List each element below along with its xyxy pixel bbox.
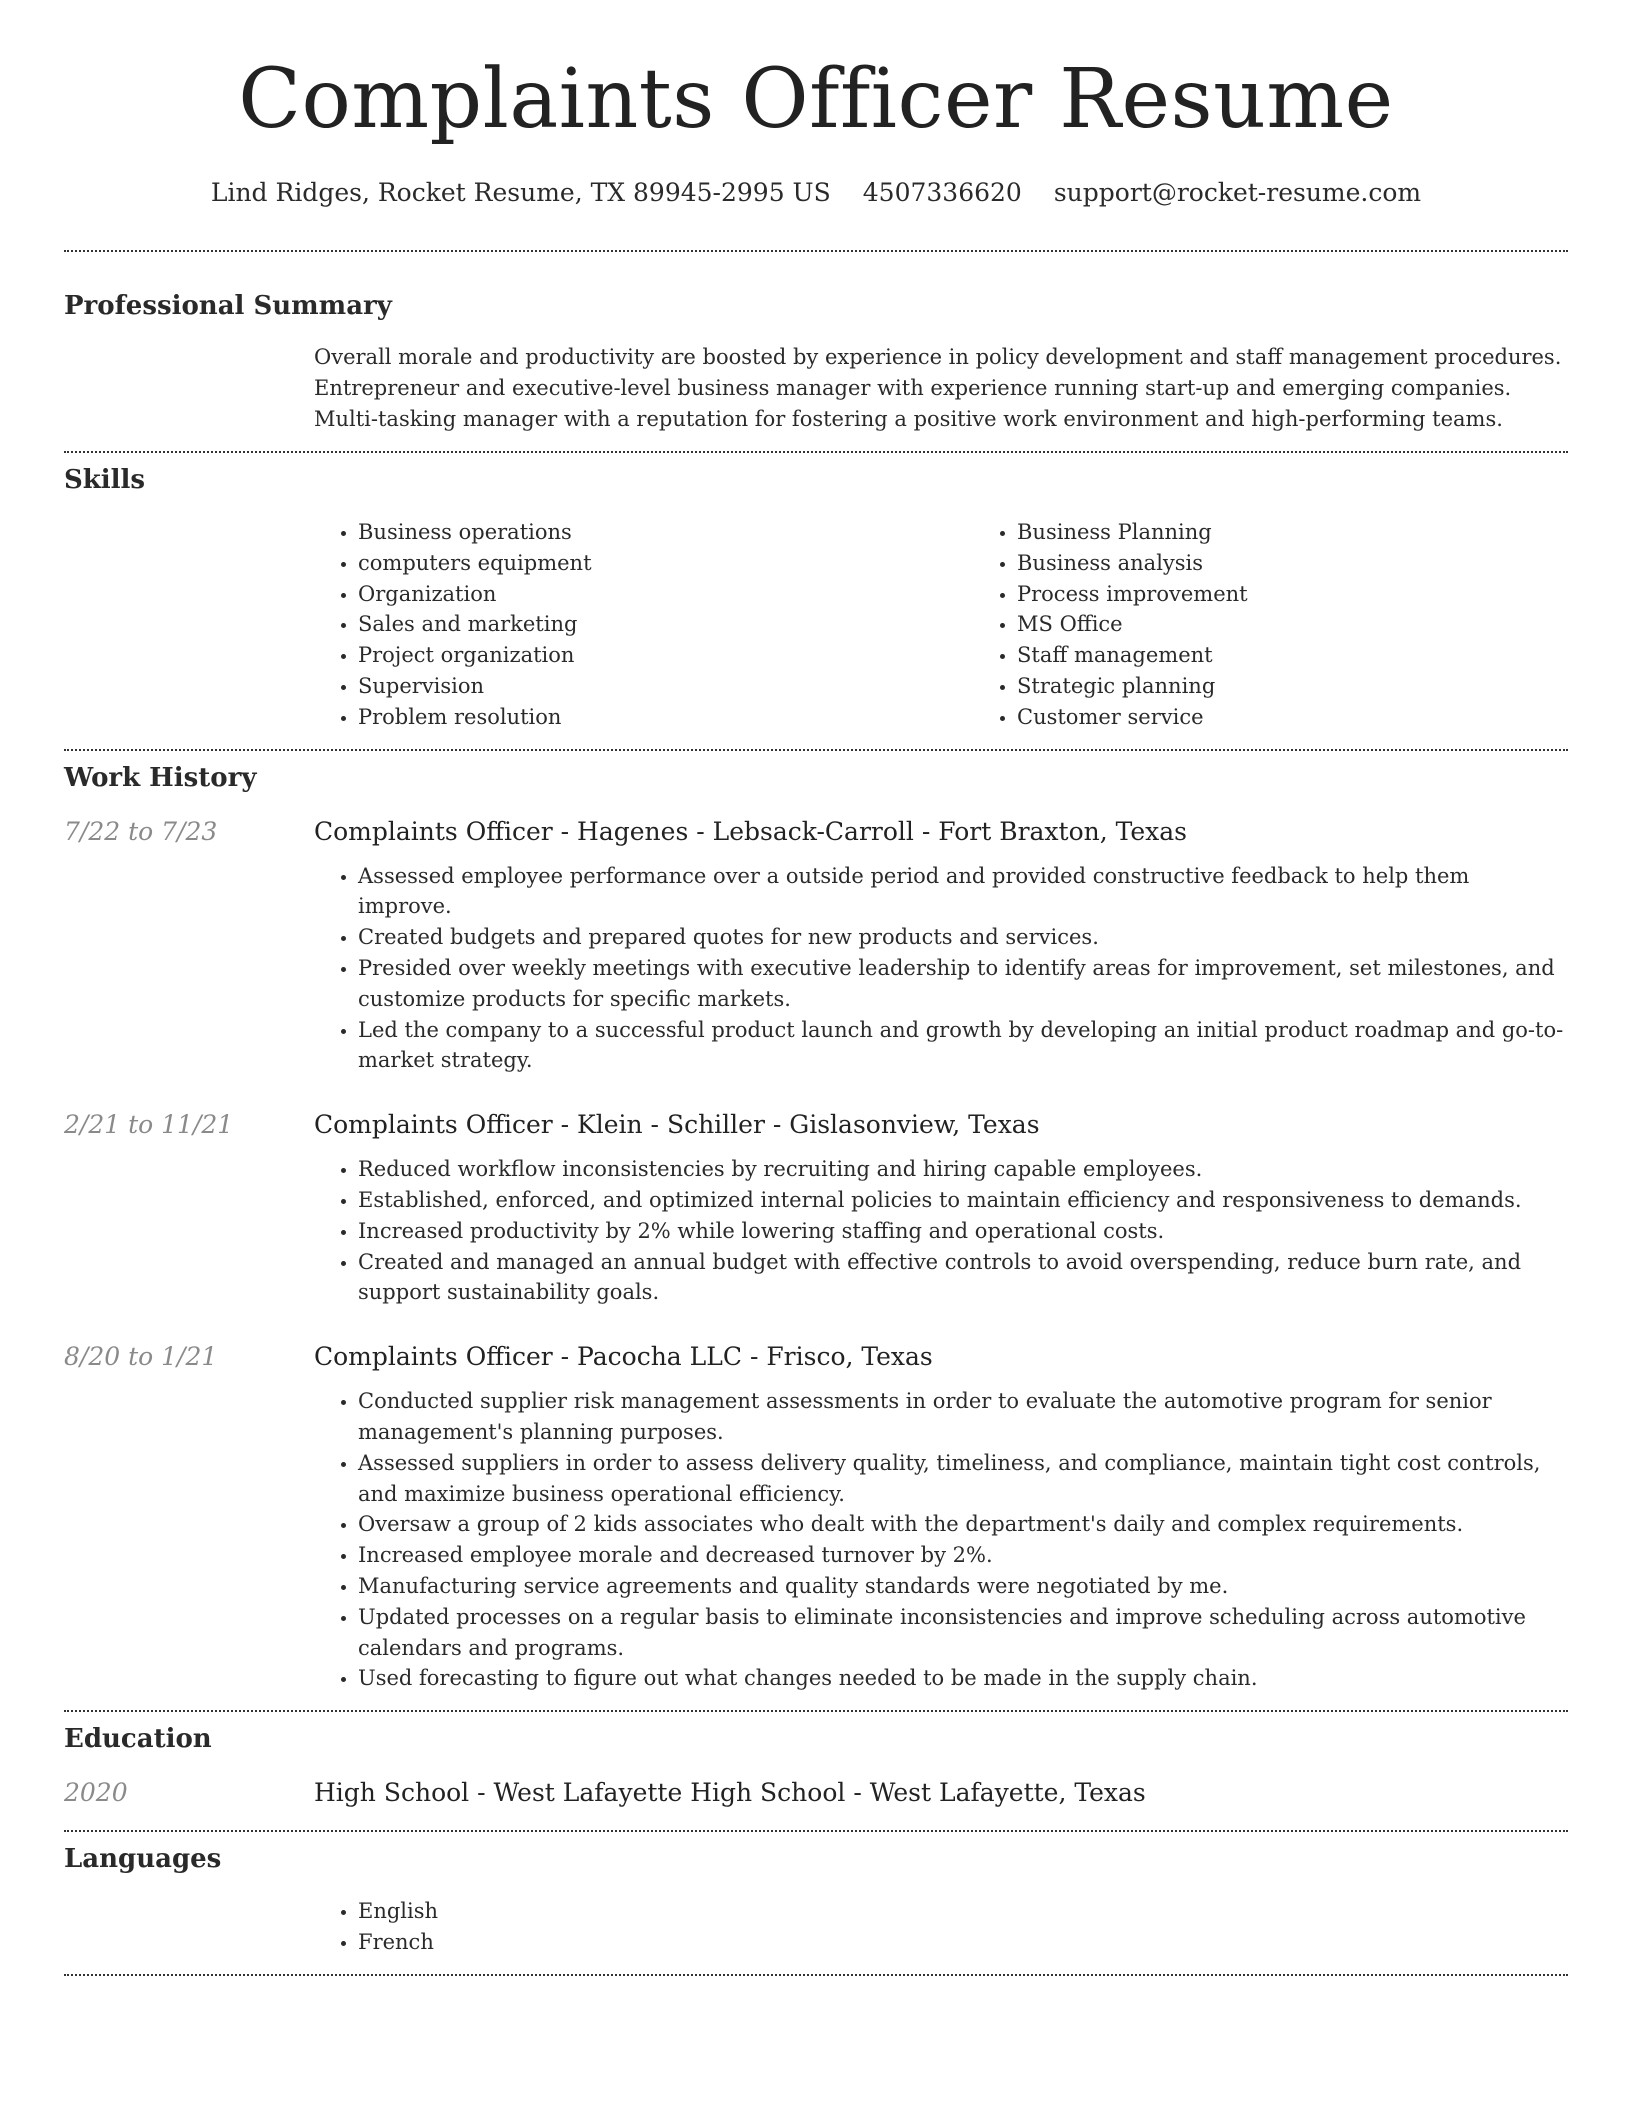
summary-section xyxy=(64,252,1568,435)
skill-item: • Business analysis xyxy=(1017,548,1632,579)
summary-text: Overall morale and productivity are boosted by experience in policy development and staff management procedures. Entrepreneur and executive-level business manager with experience running start-up and emerging companies. Multi-tasking manager with a reputation for fostering a positive work environment and high-performing teams. xyxy=(314,345,1562,431)
education-section xyxy=(64,1712,1568,1810)
work-heading: Work History xyxy=(64,762,257,793)
languages-section xyxy=(64,1832,1568,1958)
job-bullet: • Used forecasting to figure out what changes needed to be made in the supply chain. xyxy=(358,1663,1568,1694)
skill-item: • Organization xyxy=(358,579,973,610)
job-spacer xyxy=(64,1386,314,1694)
education-degree: High School - West Lafayette High School - West Lafayette, Texas xyxy=(314,1778,1146,1808)
job-title: Complaints Officer - Klein - Schiller - Gislasonview, Texas xyxy=(314,1110,1040,1140)
languages-heading: Languages xyxy=(64,1844,222,1875)
job-bullet: • Established, enforced, and optimized internal policies to maintain efficiency and responsiveness to demands. xyxy=(358,1185,1568,1216)
contact-line xyxy=(64,178,1568,208)
job-bullet: • Reduced workflow inconsistencies by recruiting and hiring capable employees. xyxy=(358,1154,1568,1185)
contact-address: Lind Ridges, Rocket Resume, TX 89945-2995 US xyxy=(210,178,831,207)
work-section xyxy=(64,751,1568,1695)
skill-item: • MS Office xyxy=(1017,609,1632,640)
resume-title: Complaints Officer Resume xyxy=(238,52,1394,147)
language-item: • French xyxy=(358,1927,1568,1958)
education-year: 2020 xyxy=(64,1778,128,1808)
skill-item: • Project organization xyxy=(358,640,973,671)
skill-item: • Business operations xyxy=(358,517,973,548)
job-bullet: • Assessed suppliers in order to assess delivery quality, timeliness, and compliance, maintain tight cost controls, and maximize business operational efficiency. xyxy=(358,1448,1568,1510)
skill-item: • computers equipment xyxy=(358,548,973,579)
skills-list-right xyxy=(973,517,1632,733)
language-item: • English xyxy=(358,1896,1568,1927)
job-bullets xyxy=(314,861,1568,1077)
skill-item: • Strategic planning xyxy=(1017,671,1632,702)
job-dates: 2/21 to 11/21 xyxy=(64,1110,234,1140)
job-bullets xyxy=(314,1154,1568,1308)
education-heading: Education xyxy=(64,1724,212,1755)
job-entry xyxy=(64,1340,1568,1694)
job-bullet: • Updated processes on a regular basis to eliminate inconsistencies and improve scheduling across automotive calendars and programs. xyxy=(358,1602,1568,1664)
languages-divider xyxy=(64,1974,1568,1976)
contact-email: support@rocket-resume.com xyxy=(1053,178,1422,207)
job-title: Complaints Officer - Hagenes - Lebsack-Carroll - Fort Braxton, Texas xyxy=(314,816,1187,846)
job-bullet: • Led the company to a successful product launch and growth by developing an initial product roadmap and go-to-market strategy. xyxy=(358,1015,1568,1077)
job-bullet: • Increased employee morale and decreased turnover by 2%. xyxy=(358,1540,1568,1571)
skill-item: • Process improvement xyxy=(1017,579,1632,610)
job-title: Complaints Officer - Pacocha LLC - Frisco, Texas xyxy=(314,1342,933,1372)
job-bullet: • Manufacturing service agreements and quality standards were negotiated by me. xyxy=(358,1571,1568,1602)
skill-item: • Business Planning xyxy=(1017,517,1632,548)
job-bullet: • Created budgets and prepared quotes for new products and services. xyxy=(358,922,1568,953)
job-bullet: • Assessed employee performance over a outside period and provided constructive feedback to help them improve. xyxy=(358,861,1568,923)
skills-spacer xyxy=(64,517,314,733)
job-entry xyxy=(64,815,1568,1077)
skills-list-left xyxy=(314,517,973,733)
job-dates: 7/22 to 7/23 xyxy=(64,816,218,846)
job-bullet: • Conducted supplier risk management assessments in order to evaluate the automotive program for senior management's planning purposes. xyxy=(358,1386,1568,1448)
skill-item: • Staff management xyxy=(1017,640,1632,671)
skill-item: • Sales and marketing xyxy=(358,609,973,640)
languages-spacer xyxy=(64,1896,314,1958)
job-bullet: • Increased productivity by 2% while lowering staffing and operational costs. xyxy=(358,1216,1568,1247)
job-bullet: • Oversaw a group of 2 kids associates who dealt with the department's daily and complex requirements. xyxy=(358,1509,1568,1540)
skill-item: • Problem resolution xyxy=(358,702,973,733)
contact-phone: 4507336620 xyxy=(862,178,1022,207)
job-bullet: • Created and managed an annual budget with effective controls to avoid overspending, reduce burn rate, and support sustainability goals. xyxy=(358,1247,1568,1309)
job-spacer xyxy=(64,861,314,1077)
job-bullets xyxy=(314,1386,1568,1694)
languages-list xyxy=(314,1896,1568,1958)
job-spacer xyxy=(64,1154,314,1308)
skills-heading: Skills xyxy=(64,465,146,495)
skill-item: • Customer service xyxy=(1017,702,1632,733)
summary-spacer xyxy=(64,342,314,435)
job-dates: 8/20 to 1/21 xyxy=(64,1342,218,1372)
job-entry xyxy=(64,1108,1568,1308)
skill-item: • Supervision xyxy=(358,671,973,702)
job-bullet: • Presided over weekly meetings with executive leadership to identify areas for improvement, set milestones, and customize products for specific markets. xyxy=(358,953,1568,1015)
skills-section xyxy=(64,453,1568,733)
summary-heading: Professional Summary xyxy=(64,291,392,321)
